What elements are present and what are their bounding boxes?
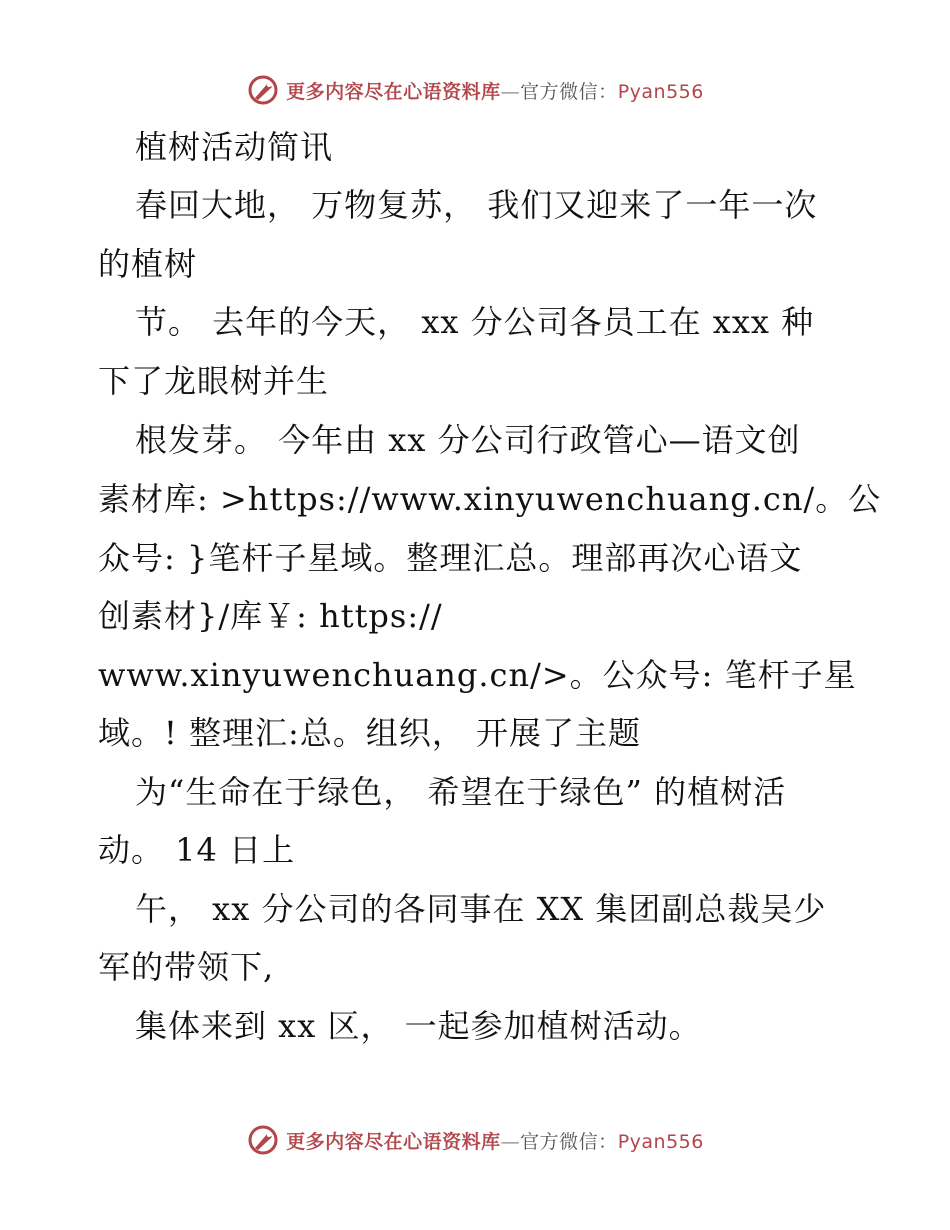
text-line: www.xinyuwenchuang.cn/>。公众号: 笔杆子星: [98, 656, 857, 694]
banner-site-name: 更多内容尽在心语资料库: [286, 1130, 501, 1153]
text-line: 创素材}/库￥: https://: [98, 597, 443, 635]
text-line: 的植树: [98, 245, 198, 283]
text-line: 根发芽。 今年由 xx 分公司行政管心—语文创: [135, 421, 801, 459]
text-line: 众号: }笔杆子星域。整理汇总。理部再次心语文: [98, 539, 803, 577]
text-line: 午， xx 分公司的各同事在 XX 集团副总裁吴少: [135, 890, 827, 928]
banner-site-name: 更多内容尽在心语资料库: [286, 80, 501, 103]
banner-separator: —: [500, 80, 521, 103]
footer-banner: [0, 1120, 950, 1160]
header-banner: [0, 70, 950, 110]
banner-wechat-id: Pyan556: [617, 80, 704, 103]
text-line: 域。! 整理汇:总。组织， 开展了主题: [98, 714, 641, 752]
banner-separator: —: [500, 1130, 521, 1153]
pen-nib-logo-icon: [246, 1123, 280, 1157]
text-line: 集体来到 xx 区， 一起参加植树活动。: [135, 1007, 702, 1045]
banner-wechat-label: 官方微信：: [520, 80, 618, 103]
text-line: 军的带领下,: [98, 948, 275, 986]
text-line: 素材库: >https://www.xinyuwenchuang.cn/。公: [98, 480, 882, 518]
document-title: 植树活动简讯: [135, 128, 334, 166]
pen-nib-logo-icon: [246, 73, 280, 107]
text-line: 下了龙眼树并生: [98, 362, 330, 400]
banner-wechat-label: 官方微信：: [520, 1130, 618, 1153]
banner-text: [286, 77, 704, 104]
banner-wechat-id: Pyan556: [617, 1130, 704, 1153]
text-line: 为“生命在于绿色， 希望在于绿色” 的植树活: [135, 773, 787, 811]
text-line: 春回大地， 万物复苏， 我们又迎来了一年一次: [135, 186, 818, 224]
banner-text: [286, 1127, 704, 1154]
text-line: 动。 14 日上: [98, 831, 296, 869]
text-line: 节。 去年的今天， xx 分公司各员工在 xxx 种: [135, 303, 815, 341]
